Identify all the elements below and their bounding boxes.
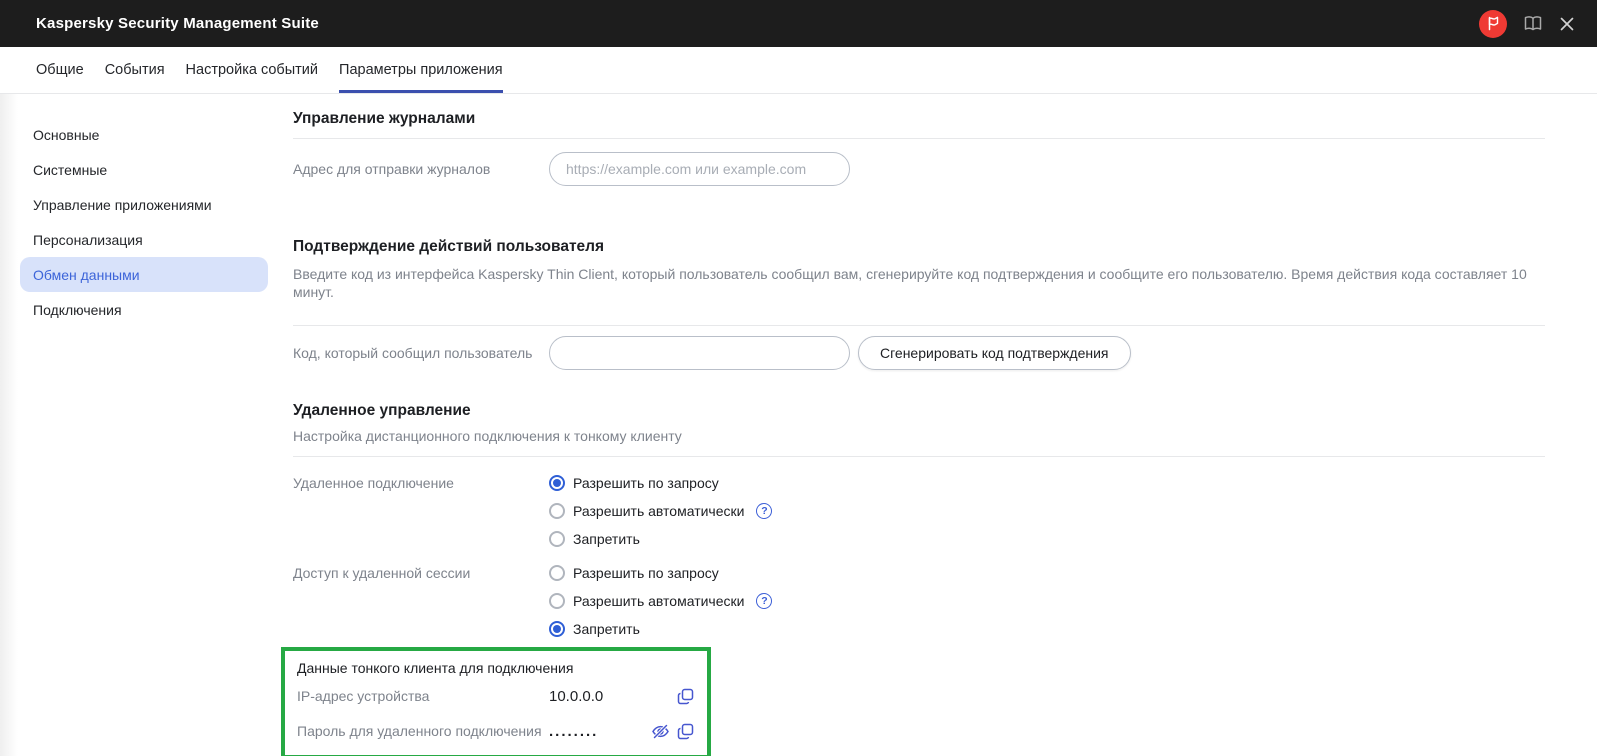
sidebar-item-data-exchange[interactable]: Обмен данными (20, 257, 268, 292)
remote-connection-label: Удаленное подключение (293, 475, 454, 491)
flag-notification-button[interactable] (1479, 10, 1507, 38)
tab-event-settings[interactable]: Настройка событий (185, 62, 319, 78)
app-title: Kaspersky Security Management Suite (36, 15, 319, 32)
sidebar-item-personalization[interactable]: Персонализация (33, 231, 143, 248)
sidebar-item-app-management[interactable]: Управление приложениями (33, 196, 212, 213)
log-address-input[interactable] (549, 152, 850, 186)
sidebar-item-system[interactable]: Системные (33, 161, 108, 178)
logs-section-heading: Управление журналами (293, 110, 476, 127)
confirmation-code-row (293, 336, 1545, 370)
divider (293, 138, 1545, 139)
radio-icon (549, 621, 565, 637)
radio-icon (549, 565, 565, 581)
ip-address-row (297, 685, 694, 707)
divider (293, 456, 1545, 457)
tab-bar (0, 47, 1597, 94)
main-area (0, 94, 1597, 756)
password-label: Пароль для удаленного подключения (297, 723, 542, 739)
radio-icon (549, 475, 565, 491)
flag-icon (1486, 16, 1501, 31)
settings-content (281, 94, 1597, 756)
radio-icon (549, 593, 565, 609)
remote-connection-group (293, 473, 1545, 549)
copy-icon[interactable] (677, 723, 694, 740)
help-icon[interactable]: ? (756, 503, 772, 519)
log-address-row (293, 152, 1545, 186)
password-masked-value: ........ (549, 722, 599, 740)
radio-icon (549, 503, 565, 519)
divider (293, 325, 1545, 326)
client-data-title: Данные тонкого клиента для подключения (297, 660, 574, 676)
titlebar-actions (1479, 10, 1575, 38)
confirmation-section-heading: Подтверждение действий пользователя (293, 238, 605, 255)
book-icon (1523, 15, 1543, 32)
radio-allow-automatically[interactable]: Разрешить автоматически ? (549, 591, 772, 611)
settings-sidebar (0, 94, 281, 756)
tab-general[interactable]: Общие (36, 62, 84, 78)
ip-address-actions (677, 688, 694, 705)
sidebar-item-main[interactable]: Основные (33, 126, 100, 143)
ip-address-label: IP-адрес устройства (297, 688, 430, 704)
radio-allow-on-request[interactable]: Разрешить по запросу (549, 473, 772, 493)
generate-code-button[interactable]: Сгенерировать код подтверждения (858, 336, 1131, 370)
help-icon[interactable]: ? (756, 593, 772, 609)
tab-application-parameters[interactable]: Параметры приложения (339, 47, 503, 93)
log-address-label: Адрес для отправки журналов (293, 161, 491, 177)
eye-slash-icon[interactable] (651, 723, 670, 740)
session-access-group (293, 563, 1545, 639)
radio-allow-automatically[interactable]: Разрешить автоматически ? (549, 501, 772, 521)
close-button[interactable] (1559, 16, 1575, 32)
confirmation-description: Введите код из интерфейса Kaspersky Thin Client, который пользователь сообщил вам, сгенерируйте код подтверждения и сообщите его пользователю. Время действия кода составляет 10 минут. (293, 266, 1527, 300)
ip-address-value: 10.0.0.0 (549, 687, 604, 705)
radio-icon (549, 531, 565, 547)
remote-connection-options (549, 473, 772, 549)
radio-allow-on-request[interactable]: Разрешить по запросу (549, 563, 772, 583)
sidebar-item-connections[interactable]: Подключения (33, 301, 122, 318)
session-access-options (549, 563, 772, 639)
confirmation-code-input[interactable] (549, 336, 850, 370)
tab-events[interactable]: События (104, 62, 165, 78)
remote-section-subtitle: Настройка дистанционного подключения к тонкому клиенту (293, 428, 682, 444)
password-actions (651, 723, 694, 740)
documentation-button[interactable] (1523, 15, 1543, 32)
close-icon (1559, 16, 1575, 32)
session-access-label: Доступ к удаленной сессии (293, 565, 471, 581)
titlebar (0, 0, 1597, 47)
radio-deny[interactable]: Запретить (549, 529, 772, 549)
remote-section-heading: Удаленное управление (293, 402, 471, 419)
copy-icon[interactable] (677, 688, 694, 705)
password-row (297, 720, 694, 742)
confirmation-code-label: Код, который сообщил пользователь (293, 345, 533, 361)
radio-deny[interactable]: Запретить (549, 619, 772, 639)
thin-client-data-highlight-box (281, 647, 711, 756)
